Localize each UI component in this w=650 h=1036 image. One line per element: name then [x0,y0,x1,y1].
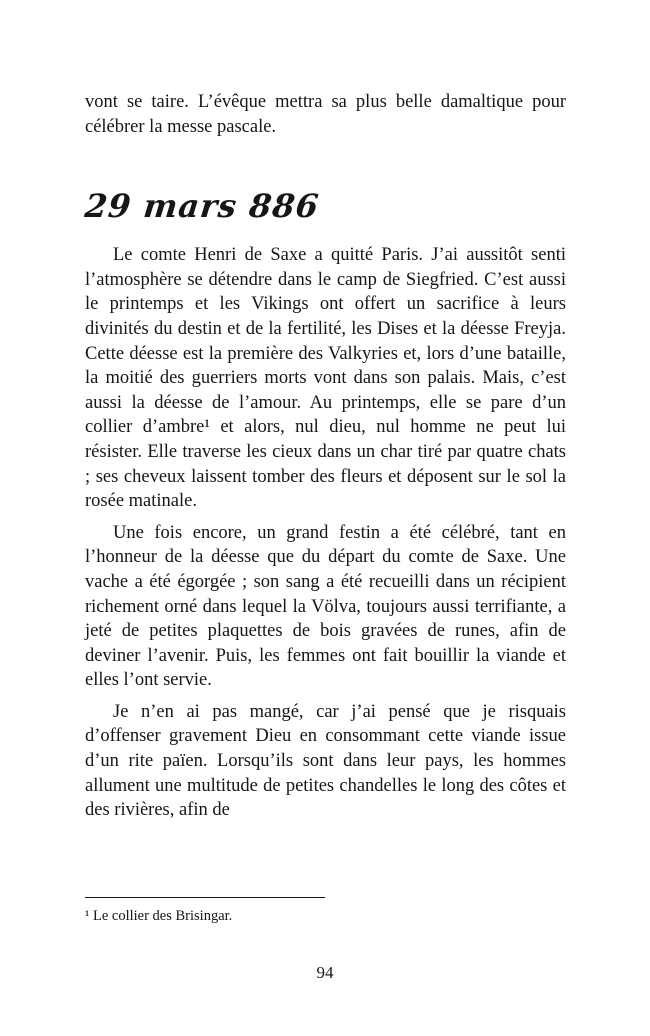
paragraph: Le comte Henri de Saxe a quitté Paris. J’ai aussitôt senti l’atmosphère se détendre dans le camp de Siegfried. C’est aussi le printemps et les Vikings ont offert un sacrifice à leurs divinités du destin et de la fertilité, les Dises et la déesse Freyja. Cette déesse est la première des Valkyries et, lors d’une bataille, la moitié des guerriers morts vont dans son palais. Mais, c’est aussi la déesse de l’amour. Au printemps, elle se pare d’un collier d’ambre¹ et alors, nul dieu, nul homme ne peut lui résister. Elle traverse les cieux dans un char tiré par quatre chats ; ses cheveux laissent tomber des fleurs et déposent sur le sol la rosée matinale. [85,245,566,512]
footnote-separator [85,897,325,898]
page-body-text [85,90,566,823]
paragraph: Une fois encore, un grand festin a été célébré, tant en l’honneur de la déesse que du départ du comte de Saxe. Une vache a été égorgée ; son sang a été recueilli dans un récipient richement orné dans lequel la Völva, toujours aussi terrifiante, a jeté de petites plaquettes de bois gravées de runes, afin de deviner l’avenir. Puis, les femmes ont fait bouillir la viande et elles l’ont servie. [85,522,566,691]
paragraph: Je n’en ai pas mangé, car j’ai pensé que je risquais d’offenser gravement Dieu en consommant cette viande issue d’un rite païen. Lorsqu’ils sont dans leur pays, les hommes allument une multitude de petites chandelles le long des côtes et des rivières, afin de [85,701,566,821]
footnote-block [85,897,566,925]
paragraph-continuation: vont se taire. L’évêque mettra sa plus belle damaltique pour célébrer la messe pascale. [85,92,566,137]
footnote-text: ¹ Le collier des Brisingar. [85,908,233,924]
page-number: 94 [316,963,334,982]
date-heading: 29 mars 886 [83,187,322,226]
